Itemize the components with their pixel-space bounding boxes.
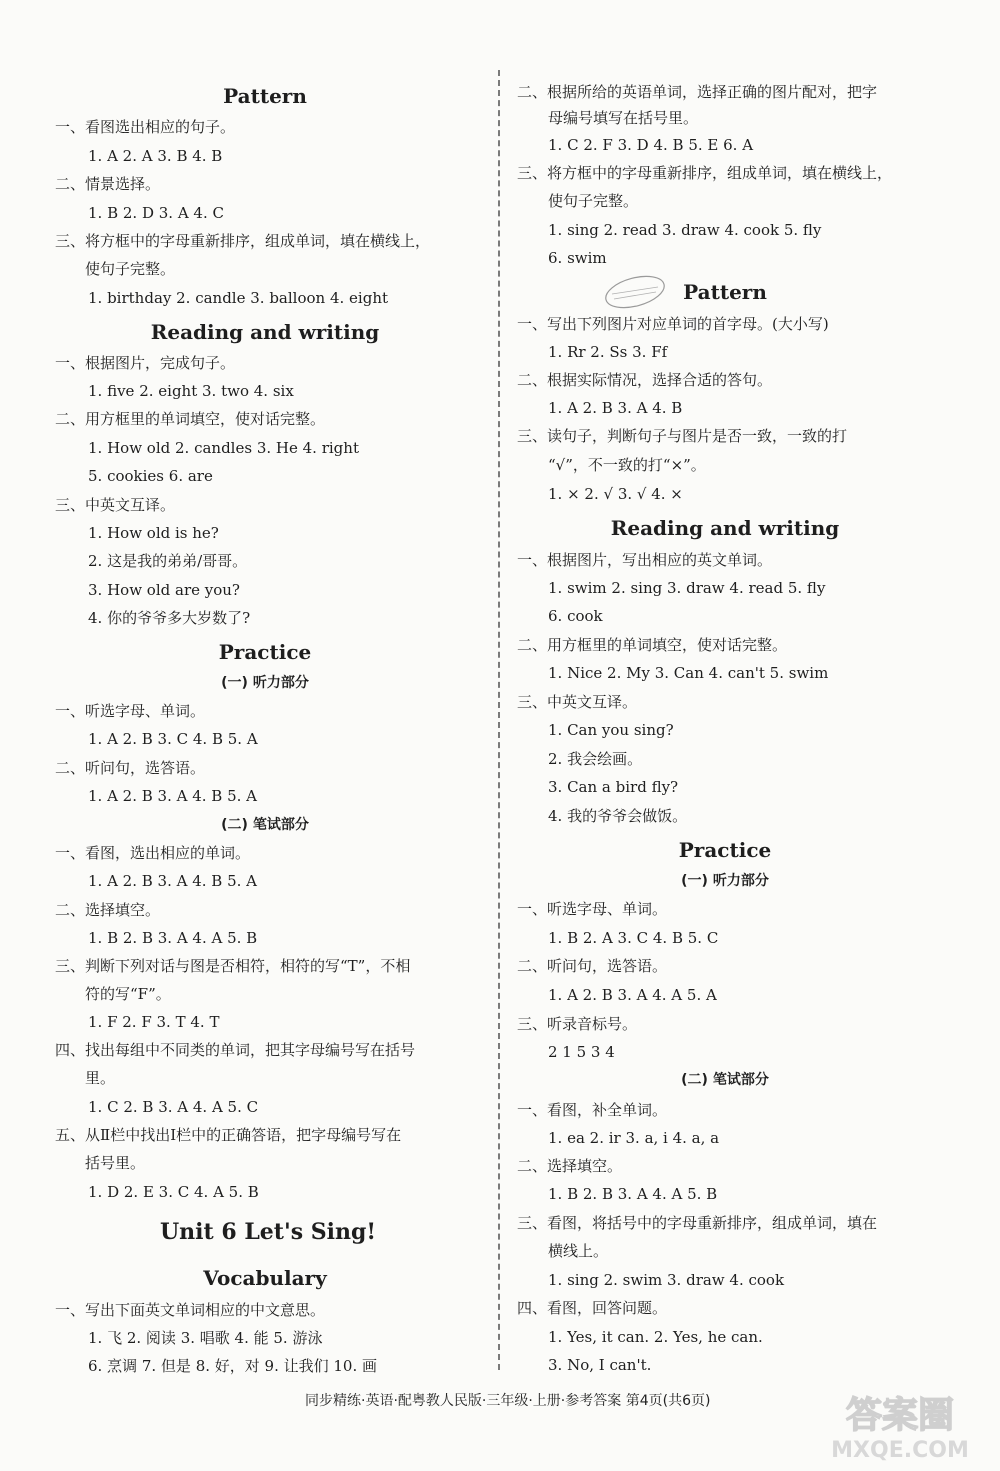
svg-text:MXQE.COM: MXQE.COM	[831, 1438, 969, 1463]
answer-line: 1. B 2. B 3. A 4. A 5. B	[548, 1185, 718, 1203]
answer-line: 1. × 2. √ 3. √ 4. ×	[548, 485, 683, 503]
question-line: 一、看图，补全单词。	[517, 1101, 668, 1119]
question-line: 二、听问句，选答语。	[517, 957, 668, 975]
answer-line: 1. D 2. E 3. C 4. A 5. B	[88, 1183, 259, 1201]
question-line: 二、选择填空。	[55, 901, 161, 919]
question-line: 三、将方框中的字母重新排序，组成单词，填在横线上，	[517, 164, 893, 182]
answer-line: 1. A 2. B 3. A 4. B	[548, 399, 683, 417]
answer-line: 1. How old is he?	[88, 524, 219, 542]
question-line-cont: 母编号填写在括号里。	[548, 109, 699, 127]
answer-line: 6. 烹调 7. 但是 8. 好，对 9. 让我们 10. 画	[88, 1357, 378, 1375]
question-line: 二、用方框里的单词填空，使对话完整。	[55, 410, 326, 428]
answer-line: 3. No, I can't.	[548, 1356, 652, 1374]
question-line: 一、根据图片，完成句子。	[55, 354, 236, 372]
question-line: 三、看图，将括号中的字母重新排序，组成单词，填在	[517, 1214, 878, 1232]
answer-line: 5. cookies 6. are	[88, 467, 213, 485]
answer-line: 3. How old are you?	[88, 581, 240, 599]
answer-line: 1. B 2. D 3. A 4. C	[88, 204, 224, 222]
question-line: 一、听选字母、单词。	[517, 900, 668, 918]
answer-line: 1. Nice 2. My 3. Can 4. can't 5. swim	[548, 664, 829, 682]
answer-line: 2 1 5 3 4	[548, 1043, 615, 1061]
section-heading: Vocabulary	[203, 1266, 327, 1290]
section-heading: Reading and writing	[610, 516, 840, 540]
svg-text:答案圈: 答案圈	[845, 1395, 955, 1436]
question-line: 二、用方框里的单词填空，使对话完整。	[517, 636, 788, 654]
answer-line: 1. birthday 2. candle 3. balloon 4. eight	[88, 289, 389, 307]
question-line: 二、选择填空。	[517, 1157, 623, 1175]
question-line-cont: 符的写“F”。	[85, 985, 171, 1003]
question-line: 二、情景选择。	[55, 175, 161, 193]
answer-line: 1. five 2. eight 3. two 4. six	[88, 382, 294, 400]
answer-line: 1. sing 2. swim 3. draw 4. cook	[548, 1271, 785, 1289]
question-line: 三、听录音标号。	[517, 1015, 638, 1033]
stamp-mark	[600, 272, 670, 312]
answer-line: 4. 我的爷爷会做饭。	[548, 807, 688, 825]
question-line: 四、找出每组中不同类的单词，把其字母编号写在括号	[55, 1041, 416, 1059]
unit-title: Unit 6 Let's Sing!	[160, 1219, 377, 1245]
question-line: 四、看图，回答问题。	[517, 1299, 668, 1317]
subsection-heading: (二) 笔试部分	[221, 817, 309, 833]
answer-line: 1. A 2. B 3. A 4. B 5. A	[88, 872, 258, 890]
answer-line: 6. swim	[548, 249, 607, 267]
question-line: 一、写出下列图片对应单词的首字母。(大小写)	[517, 315, 829, 333]
section-heading: Practice	[678, 838, 772, 862]
question-line-cont: 使句子完整。	[548, 192, 639, 210]
answer-line: 1. C 2. F 3. D 4. B 5. E 6. A	[548, 136, 754, 154]
subsection-heading: (二) 笔试部分	[681, 1072, 769, 1088]
subsection-heading: (一) 听力部分	[681, 873, 769, 889]
answer-line: 1. A 2. B 3. A 4. A 5. A	[548, 986, 717, 1004]
answer-line: 1. A 2. A 3. B 4. B	[88, 147, 223, 165]
question-line: 五、从Ⅱ栏中找出Ⅰ栏中的正确答语，把字母编号写在	[55, 1126, 402, 1144]
answer-line: 1. 飞 2. 阅读 3. 唱歌 4. 能 5. 游泳	[88, 1329, 323, 1347]
answer-line: 1. Rr 2. Ss 3. Ff	[548, 343, 668, 361]
question-line-cont: 里。	[85, 1069, 116, 1087]
question-line-cont: 括号里。	[85, 1154, 146, 1172]
section-heading: Pattern	[683, 280, 767, 304]
question-line: 一、看图选出相应的句子。	[55, 118, 236, 136]
section-heading: Pattern	[223, 84, 307, 108]
question-line: 三、读句子，判断句子与图片是否一致，一致的打	[517, 427, 848, 445]
question-line: 二、听问句，选答语。	[55, 759, 206, 777]
question-line: 一、写出下面英文单词相应的中文意思。	[55, 1301, 326, 1319]
answer-line: 1. swim 2. sing 3. draw 4. read 5. fly	[548, 579, 826, 597]
question-line: 三、将方框中的字母重新排序，组成单词，填在横线上，	[55, 232, 431, 250]
question-line: 三、中英文互译。	[55, 496, 176, 514]
section-heading: Practice	[218, 640, 312, 664]
answer-line: 1. A 2. B 3. C 4. B 5. A	[88, 730, 258, 748]
question-line: 二、根据所给的英语单词，选择正确的图片配对，把字	[517, 83, 878, 101]
answer-line: 1. sing 2. read 3. draw 4. cook 5. fly	[548, 221, 822, 239]
answer-line: 1. C 2. B 3. A 4. A 5. C	[88, 1098, 259, 1116]
subsection-heading: (一) 听力部分	[221, 675, 309, 691]
question-line: 二、根据实际情况，选择合适的答句。	[517, 371, 773, 389]
column-divider	[498, 70, 500, 1370]
question-line-cont: 使句子完整。	[85, 260, 176, 278]
answer-line: 4. 你的爷爷多大岁数了?	[88, 609, 251, 627]
answer-line: 1. B 2. B 3. A 4. A 5. B	[88, 929, 258, 947]
answer-line: 3. Can a bird fly?	[548, 778, 679, 796]
answer-line: 1. How old 2. candles 3. He 4. right	[88, 439, 359, 457]
answer-line: 1. ea 2. ir 3. a, i 4. a, a	[548, 1129, 720, 1147]
question-line: 三、判断下列对话与图是否相符，相符的写“T”，不相	[55, 957, 411, 975]
page-footer: 同步精练·英语·配粤教人民版·三年级·上册·参考答案 第4页(共6页)	[305, 1393, 711, 1409]
question-line-cont: “√”，不一致的打“×”。	[548, 456, 706, 474]
question-line-cont: 横线上。	[548, 1242, 609, 1260]
question-line: 三、中英文互译。	[517, 693, 638, 711]
answer-line: 6. cook	[548, 607, 603, 625]
question-line: 一、听选字母、单词。	[55, 702, 206, 720]
answer-line: 2. 我会绘画。	[548, 750, 643, 768]
answer-line: 1. Yes, it can. 2. Yes, he can.	[548, 1328, 763, 1346]
answer-line: 1. B 2. A 3. C 4. B 5. C	[548, 929, 719, 947]
answer-line: 1. Can you sing?	[548, 721, 674, 739]
section-heading: Reading and writing	[150, 320, 380, 344]
question-line: 一、看图，选出相应的单词。	[55, 844, 251, 862]
watermark-logo	[810, 1385, 990, 1465]
answer-line: 2. 这是我的弟弟/哥哥。	[88, 552, 248, 570]
answer-line: 1. A 2. B 3. A 4. B 5. A	[88, 787, 258, 805]
answer-line: 1. F 2. F 3. T 4. T	[88, 1013, 220, 1031]
question-line: 一、根据图片，写出相应的英文单词。	[517, 551, 773, 569]
